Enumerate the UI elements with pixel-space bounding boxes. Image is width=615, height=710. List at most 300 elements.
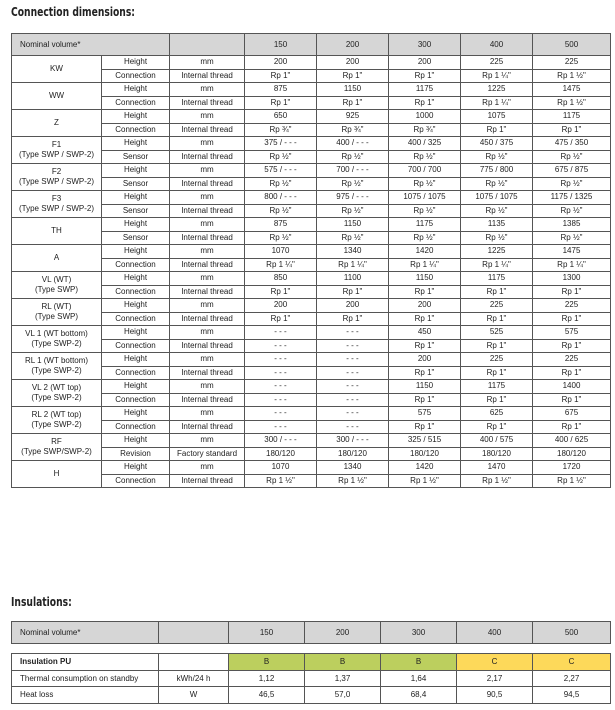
- table-row: [12, 164, 611, 178]
- connection-code: KW: [50, 64, 63, 73]
- row-unit: W: [159, 687, 229, 704]
- row-unit: Internal thread: [170, 366, 245, 380]
- value-cell: 625: [461, 407, 533, 421]
- row-type: Connection: [102, 258, 170, 272]
- volume-header: 150: [245, 34, 317, 56]
- value-cell: 450 / 375: [461, 137, 533, 151]
- value-cell: Rp 1": [461, 123, 533, 137]
- row-unit: mm: [170, 218, 245, 232]
- value-cell: 1420: [389, 461, 461, 475]
- value-cell: 200: [245, 299, 317, 313]
- table-row: [12, 353, 611, 367]
- table-row: [12, 434, 611, 448]
- table-row: [12, 218, 611, 232]
- efficiency-class-badge: B: [229, 654, 305, 671]
- value-cell: - - -: [245, 353, 317, 367]
- row-type: Height: [102, 272, 170, 286]
- value-cell: Rp 1": [317, 285, 389, 299]
- value-cell: - - -: [317, 393, 389, 407]
- value-cell: 200: [317, 299, 389, 313]
- value-cell: 875: [245, 83, 317, 97]
- value-cell: Rp 1": [389, 69, 461, 83]
- value-cell: Rp ½": [533, 231, 611, 245]
- value-cell: Rp ½": [461, 177, 533, 191]
- header-blank: [159, 622, 229, 644]
- connection-name: [12, 218, 102, 245]
- row-unit: Internal thread: [170, 123, 245, 137]
- value-cell: 800 / - - -: [245, 191, 317, 205]
- connection-name: [12, 407, 102, 434]
- value-cell: Rp ½": [317, 231, 389, 245]
- table-row: [12, 110, 611, 124]
- value-cell: 1150: [389, 380, 461, 394]
- row-type: Sensor: [102, 204, 170, 218]
- value-cell: Rp 1 ½": [533, 69, 611, 83]
- value-cell: 675: [533, 407, 611, 421]
- value-cell: 1175 / 1325: [533, 191, 611, 205]
- value-cell: 200: [389, 56, 461, 70]
- table-row: [12, 272, 611, 286]
- connection-type: (Type SWP-2): [31, 420, 82, 429]
- value-cell: Rp 1": [317, 96, 389, 110]
- value-cell: - - -: [245, 393, 317, 407]
- row-type: Connection: [102, 339, 170, 353]
- value-cell: 1225: [461, 83, 533, 97]
- value-cell: Rp 1 ½": [461, 474, 533, 488]
- connection-group: [12, 137, 611, 164]
- value-cell: 1400: [533, 380, 611, 394]
- value-cell: 775 / 800: [461, 164, 533, 178]
- table-row: [12, 96, 611, 110]
- value-cell: 200: [389, 299, 461, 313]
- row-unit: Internal thread: [170, 69, 245, 83]
- efficiency-class-badge: B: [381, 654, 457, 671]
- row-unit: mm: [170, 191, 245, 205]
- connection-group: [12, 326, 611, 353]
- value-cell: 400 / - - -: [317, 137, 389, 151]
- row-type: Height: [102, 164, 170, 178]
- value-cell: Rp ½": [533, 150, 611, 164]
- value-cell: Rp ½": [461, 231, 533, 245]
- value-cell: 200: [245, 56, 317, 70]
- insulations-title: Insulations:: [11, 595, 72, 609]
- row-type: Connection: [102, 393, 170, 407]
- volume-header: 400: [461, 34, 533, 56]
- volume-header: 500: [533, 34, 611, 56]
- value-cell: Rp 1": [389, 312, 461, 326]
- value-cell: 57,0: [305, 687, 381, 704]
- row-type: Height: [102, 110, 170, 124]
- value-cell: - - -: [317, 420, 389, 434]
- value-cell: Rp ½": [389, 204, 461, 218]
- connection-group: [12, 56, 611, 83]
- header-row: [12, 34, 611, 56]
- value-cell: 1075 / 1075: [461, 191, 533, 205]
- volume-header: 500: [533, 622, 611, 644]
- value-cell: 850: [245, 272, 317, 286]
- row-unit: mm: [170, 353, 245, 367]
- connection-code: RL (WT): [41, 302, 72, 311]
- value-cell: Rp 1": [245, 96, 317, 110]
- table-row: [12, 687, 611, 704]
- value-cell: 975 / - - -: [317, 191, 389, 205]
- connection-code: VL 1 (WT bottom): [25, 329, 88, 338]
- value-cell: 675 / 875: [533, 164, 611, 178]
- value-cell: 180/120: [317, 447, 389, 461]
- value-cell: Rp 1": [461, 393, 533, 407]
- value-cell: 1300: [533, 272, 611, 286]
- row-unit: Internal thread: [170, 312, 245, 326]
- connection-group: [12, 434, 611, 461]
- header-row: [12, 622, 611, 644]
- value-cell: 1470: [461, 461, 533, 475]
- value-cell: Rp 1": [317, 312, 389, 326]
- row-label: Heat loss: [12, 687, 159, 704]
- connection-type: (Type SWP-2): [31, 393, 82, 402]
- value-cell: - - -: [317, 380, 389, 394]
- value-cell: 1175: [461, 272, 533, 286]
- row-type: Height: [102, 299, 170, 313]
- connection-group: [12, 299, 611, 326]
- row-unit: Internal thread: [170, 393, 245, 407]
- value-cell: Rp 1 ¼": [461, 69, 533, 83]
- value-cell: Rp ½": [317, 204, 389, 218]
- insulation-table: [11, 653, 611, 704]
- row-type: Height: [102, 83, 170, 97]
- value-cell: 1,37: [305, 670, 381, 687]
- value-cell: Rp 1": [317, 69, 389, 83]
- efficiency-class-badge: B: [305, 654, 381, 671]
- value-cell: 450: [389, 326, 461, 340]
- value-cell: 225: [533, 56, 611, 70]
- value-cell: Rp 1": [389, 420, 461, 434]
- value-cell: Rp 1": [389, 285, 461, 299]
- row-type: Height: [102, 56, 170, 70]
- connection-group: [12, 110, 611, 137]
- value-cell: Rp 1": [533, 123, 611, 137]
- value-cell: Rp ½": [245, 231, 317, 245]
- table-row: [12, 245, 611, 259]
- row-unit: mm: [170, 407, 245, 421]
- row-unit: mm: [170, 164, 245, 178]
- nominal-volume-label: Nominal volume*: [12, 622, 159, 644]
- row-unit: kWh/24 h: [159, 670, 229, 687]
- value-cell: Rp 1 ¼": [461, 96, 533, 110]
- volume-header: 150: [229, 622, 305, 644]
- table-row: [12, 56, 611, 70]
- value-cell: Rp ½": [461, 150, 533, 164]
- row-type: Height: [102, 191, 170, 205]
- connection-group: [12, 191, 611, 218]
- row-type: Sensor: [102, 177, 170, 191]
- row-unit: Factory standard: [170, 447, 245, 461]
- row-type: Connection: [102, 69, 170, 83]
- value-cell: 475 / 350: [533, 137, 611, 151]
- row-unit: Internal thread: [170, 474, 245, 488]
- connection-name: [12, 56, 102, 83]
- value-cell: 180/120: [245, 447, 317, 461]
- connection-type: (Type SWP-2): [31, 339, 82, 348]
- value-cell: - - -: [245, 366, 317, 380]
- value-cell: Rp 1 ½": [533, 96, 611, 110]
- row-unit: mm: [170, 272, 245, 286]
- value-cell: 68,4: [381, 687, 457, 704]
- value-cell: 1340: [317, 461, 389, 475]
- value-cell: 1175: [389, 218, 461, 232]
- connection-group: [12, 407, 611, 434]
- value-cell: Rp ½": [245, 204, 317, 218]
- connection-group: [12, 272, 611, 299]
- value-cell: - - -: [317, 326, 389, 340]
- connection-name: [12, 191, 102, 218]
- table-row: [12, 123, 611, 137]
- connection-type: (Type SWP / SWP-2): [19, 177, 94, 186]
- row-unit: mm: [170, 137, 245, 151]
- value-cell: 180/120: [461, 447, 533, 461]
- value-cell: 2,27: [533, 670, 611, 687]
- value-cell: 1175: [461, 380, 533, 394]
- connection-type: (Type SWP/SWP-2): [21, 447, 92, 456]
- insulation-class-row: [12, 654, 611, 671]
- efficiency-class-badge: C: [457, 654, 533, 671]
- row-type: Height: [102, 353, 170, 367]
- value-cell: - - -: [245, 326, 317, 340]
- value-cell: 1075 / 1075: [389, 191, 461, 205]
- connection-group: [12, 218, 611, 245]
- table-row: [12, 258, 611, 272]
- row-type: Height: [102, 245, 170, 259]
- value-cell: 180/120: [533, 447, 611, 461]
- row-type: Connection: [102, 474, 170, 488]
- value-cell: 90,5: [457, 687, 533, 704]
- value-cell: Rp 1": [389, 96, 461, 110]
- row-type: Height: [102, 407, 170, 421]
- value-cell: Rp 1": [461, 366, 533, 380]
- connection-code: A: [53, 253, 60, 262]
- value-cell: 1475: [533, 83, 611, 97]
- row-type: Connection: [102, 96, 170, 110]
- value-cell: 225: [461, 299, 533, 313]
- connection-code: H: [53, 469, 60, 478]
- row-type: Revision: [102, 447, 170, 461]
- value-cell: Rp 1 ¼": [461, 258, 533, 272]
- row-type: Connection: [102, 420, 170, 434]
- row-unit: mm: [170, 380, 245, 394]
- table-row: [12, 150, 611, 164]
- table-row: [12, 380, 611, 394]
- value-cell: 1,64: [381, 670, 457, 687]
- value-cell: Rp 1": [533, 285, 611, 299]
- row-type: Height: [102, 434, 170, 448]
- value-cell: 225: [533, 353, 611, 367]
- connection-type: (Type SWP / SWP-2): [19, 150, 94, 159]
- value-cell: 875: [245, 218, 317, 232]
- value-cell: Rp ¾": [389, 123, 461, 137]
- connection-name: [12, 110, 102, 137]
- connection-code: Z: [54, 118, 59, 127]
- value-cell: Rp 1": [245, 69, 317, 83]
- connection-group: [12, 380, 611, 407]
- table-row: [12, 285, 611, 299]
- table-row: [12, 339, 611, 353]
- value-cell: Rp 1 ¼": [389, 258, 461, 272]
- table-row: [12, 204, 611, 218]
- value-cell: Rp ½": [317, 177, 389, 191]
- value-cell: 575: [389, 407, 461, 421]
- value-cell: 2,17: [457, 670, 533, 687]
- connection-code: F2: [51, 167, 62, 176]
- value-cell: Rp 1": [533, 393, 611, 407]
- value-cell: - - -: [245, 339, 317, 353]
- table-row: [12, 83, 611, 97]
- value-cell: Rp ¾": [245, 123, 317, 137]
- table-row: [12, 407, 611, 421]
- value-cell: Rp 1 ¼": [245, 258, 317, 272]
- value-cell: Rp ½": [245, 177, 317, 191]
- value-cell: Rp 1": [533, 339, 611, 353]
- table-row: [12, 191, 611, 205]
- table-row: [12, 670, 611, 687]
- table-row: [12, 326, 611, 340]
- row-unit: mm: [170, 434, 245, 448]
- value-cell: 525: [461, 326, 533, 340]
- value-cell: 94,5: [533, 687, 611, 704]
- value-cell: 650: [245, 110, 317, 124]
- table-row: [12, 393, 611, 407]
- connection-type: (Type SWP-2): [31, 366, 82, 375]
- connection-code: VL 2 (WT top): [31, 383, 82, 392]
- row-unit: Internal thread: [170, 204, 245, 218]
- value-cell: Rp ¾": [317, 123, 389, 137]
- row-type: Connection: [102, 285, 170, 299]
- table-row: [12, 137, 611, 151]
- value-cell: 400 / 575: [461, 434, 533, 448]
- value-cell: Rp 1": [389, 393, 461, 407]
- header-blank: [170, 34, 245, 56]
- row-type: Height: [102, 380, 170, 394]
- value-cell: 200: [389, 353, 461, 367]
- row-type: Connection: [102, 123, 170, 137]
- value-cell: 1175: [533, 110, 611, 124]
- value-cell: 1000: [389, 110, 461, 124]
- connection-code: F1: [51, 140, 62, 149]
- value-cell: 1150: [317, 218, 389, 232]
- row-type: Connection: [102, 366, 170, 380]
- value-cell: Rp 1": [389, 339, 461, 353]
- table-row: [12, 299, 611, 313]
- connection-name: [12, 245, 102, 272]
- value-cell: 1225: [461, 245, 533, 259]
- connection-type: (Type SWP): [34, 285, 79, 294]
- row-type: Height: [102, 218, 170, 232]
- table-row: [12, 366, 611, 380]
- connection-dimensions-table: [11, 33, 611, 488]
- row-type: Sensor: [102, 150, 170, 164]
- value-cell: Rp ½": [389, 177, 461, 191]
- connection-code: VL (WT): [41, 275, 72, 284]
- value-cell: 325 / 515: [389, 434, 461, 448]
- value-cell: 1175: [389, 83, 461, 97]
- value-cell: 375 / - - -: [245, 137, 317, 151]
- value-cell: 1075: [461, 110, 533, 124]
- value-cell: - - -: [245, 380, 317, 394]
- row-unit: Internal thread: [170, 258, 245, 272]
- nominal-volume-label: Nominal volume*: [12, 34, 170, 56]
- value-cell: 225: [461, 353, 533, 367]
- value-cell: 1100: [317, 272, 389, 286]
- value-cell: - - -: [317, 407, 389, 421]
- value-cell: 1150: [389, 272, 461, 286]
- value-cell: Rp ½": [533, 177, 611, 191]
- volume-header: 400: [457, 622, 533, 644]
- connection-name: [12, 461, 102, 488]
- connection-code: RL 2 (WT top): [31, 410, 82, 419]
- value-cell: 575 / - - -: [245, 164, 317, 178]
- row-unit: Internal thread: [170, 177, 245, 191]
- value-cell: Rp 1": [461, 285, 533, 299]
- blank: [159, 654, 229, 671]
- value-cell: - - -: [317, 339, 389, 353]
- value-cell: 925: [317, 110, 389, 124]
- value-cell: Rp 1": [461, 312, 533, 326]
- table-row: [12, 69, 611, 83]
- connection-name: [12, 434, 102, 461]
- row-unit: mm: [170, 461, 245, 475]
- value-cell: 1150: [317, 83, 389, 97]
- value-cell: Rp ½": [389, 150, 461, 164]
- connection-group: [12, 164, 611, 191]
- row-type: Height: [102, 461, 170, 475]
- connection-group: [12, 83, 611, 110]
- connection-code: RF: [51, 437, 62, 446]
- row-type: Sensor: [102, 231, 170, 245]
- value-cell: Rp 1": [245, 285, 317, 299]
- connection-group: [12, 245, 611, 272]
- value-cell: 1070: [245, 461, 317, 475]
- value-cell: Rp ½": [245, 150, 317, 164]
- connection-name: [12, 380, 102, 407]
- table-row: [12, 312, 611, 326]
- value-cell: 400 / 625: [533, 434, 611, 448]
- row-unit: Internal thread: [170, 96, 245, 110]
- value-cell: 300 / - - -: [317, 434, 389, 448]
- row-unit: Internal thread: [170, 285, 245, 299]
- connection-name: [12, 353, 102, 380]
- table-row: [12, 231, 611, 245]
- value-cell: 700 / - - -: [317, 164, 389, 178]
- value-cell: 575: [533, 326, 611, 340]
- value-cell: - - -: [245, 407, 317, 421]
- connection-name: [12, 137, 102, 164]
- volume-header: 200: [305, 622, 381, 644]
- connection-group: [12, 353, 611, 380]
- row-unit: mm: [170, 83, 245, 97]
- value-cell: Rp 1 ¼": [533, 258, 611, 272]
- row-unit: Internal thread: [170, 420, 245, 434]
- connection-name: [12, 164, 102, 191]
- row-unit: mm: [170, 56, 245, 70]
- volume-header: 300: [389, 34, 461, 56]
- value-cell: Rp 1": [533, 312, 611, 326]
- value-cell: Rp 1": [461, 339, 533, 353]
- value-cell: Rp ½": [461, 204, 533, 218]
- value-cell: 1385: [533, 218, 611, 232]
- value-cell: Rp 1": [389, 366, 461, 380]
- value-cell: 225: [533, 299, 611, 313]
- connection-type: (Type SWP): [34, 312, 79, 321]
- row-label: Thermal consumption on standby: [12, 670, 159, 687]
- value-cell: 1475: [533, 245, 611, 259]
